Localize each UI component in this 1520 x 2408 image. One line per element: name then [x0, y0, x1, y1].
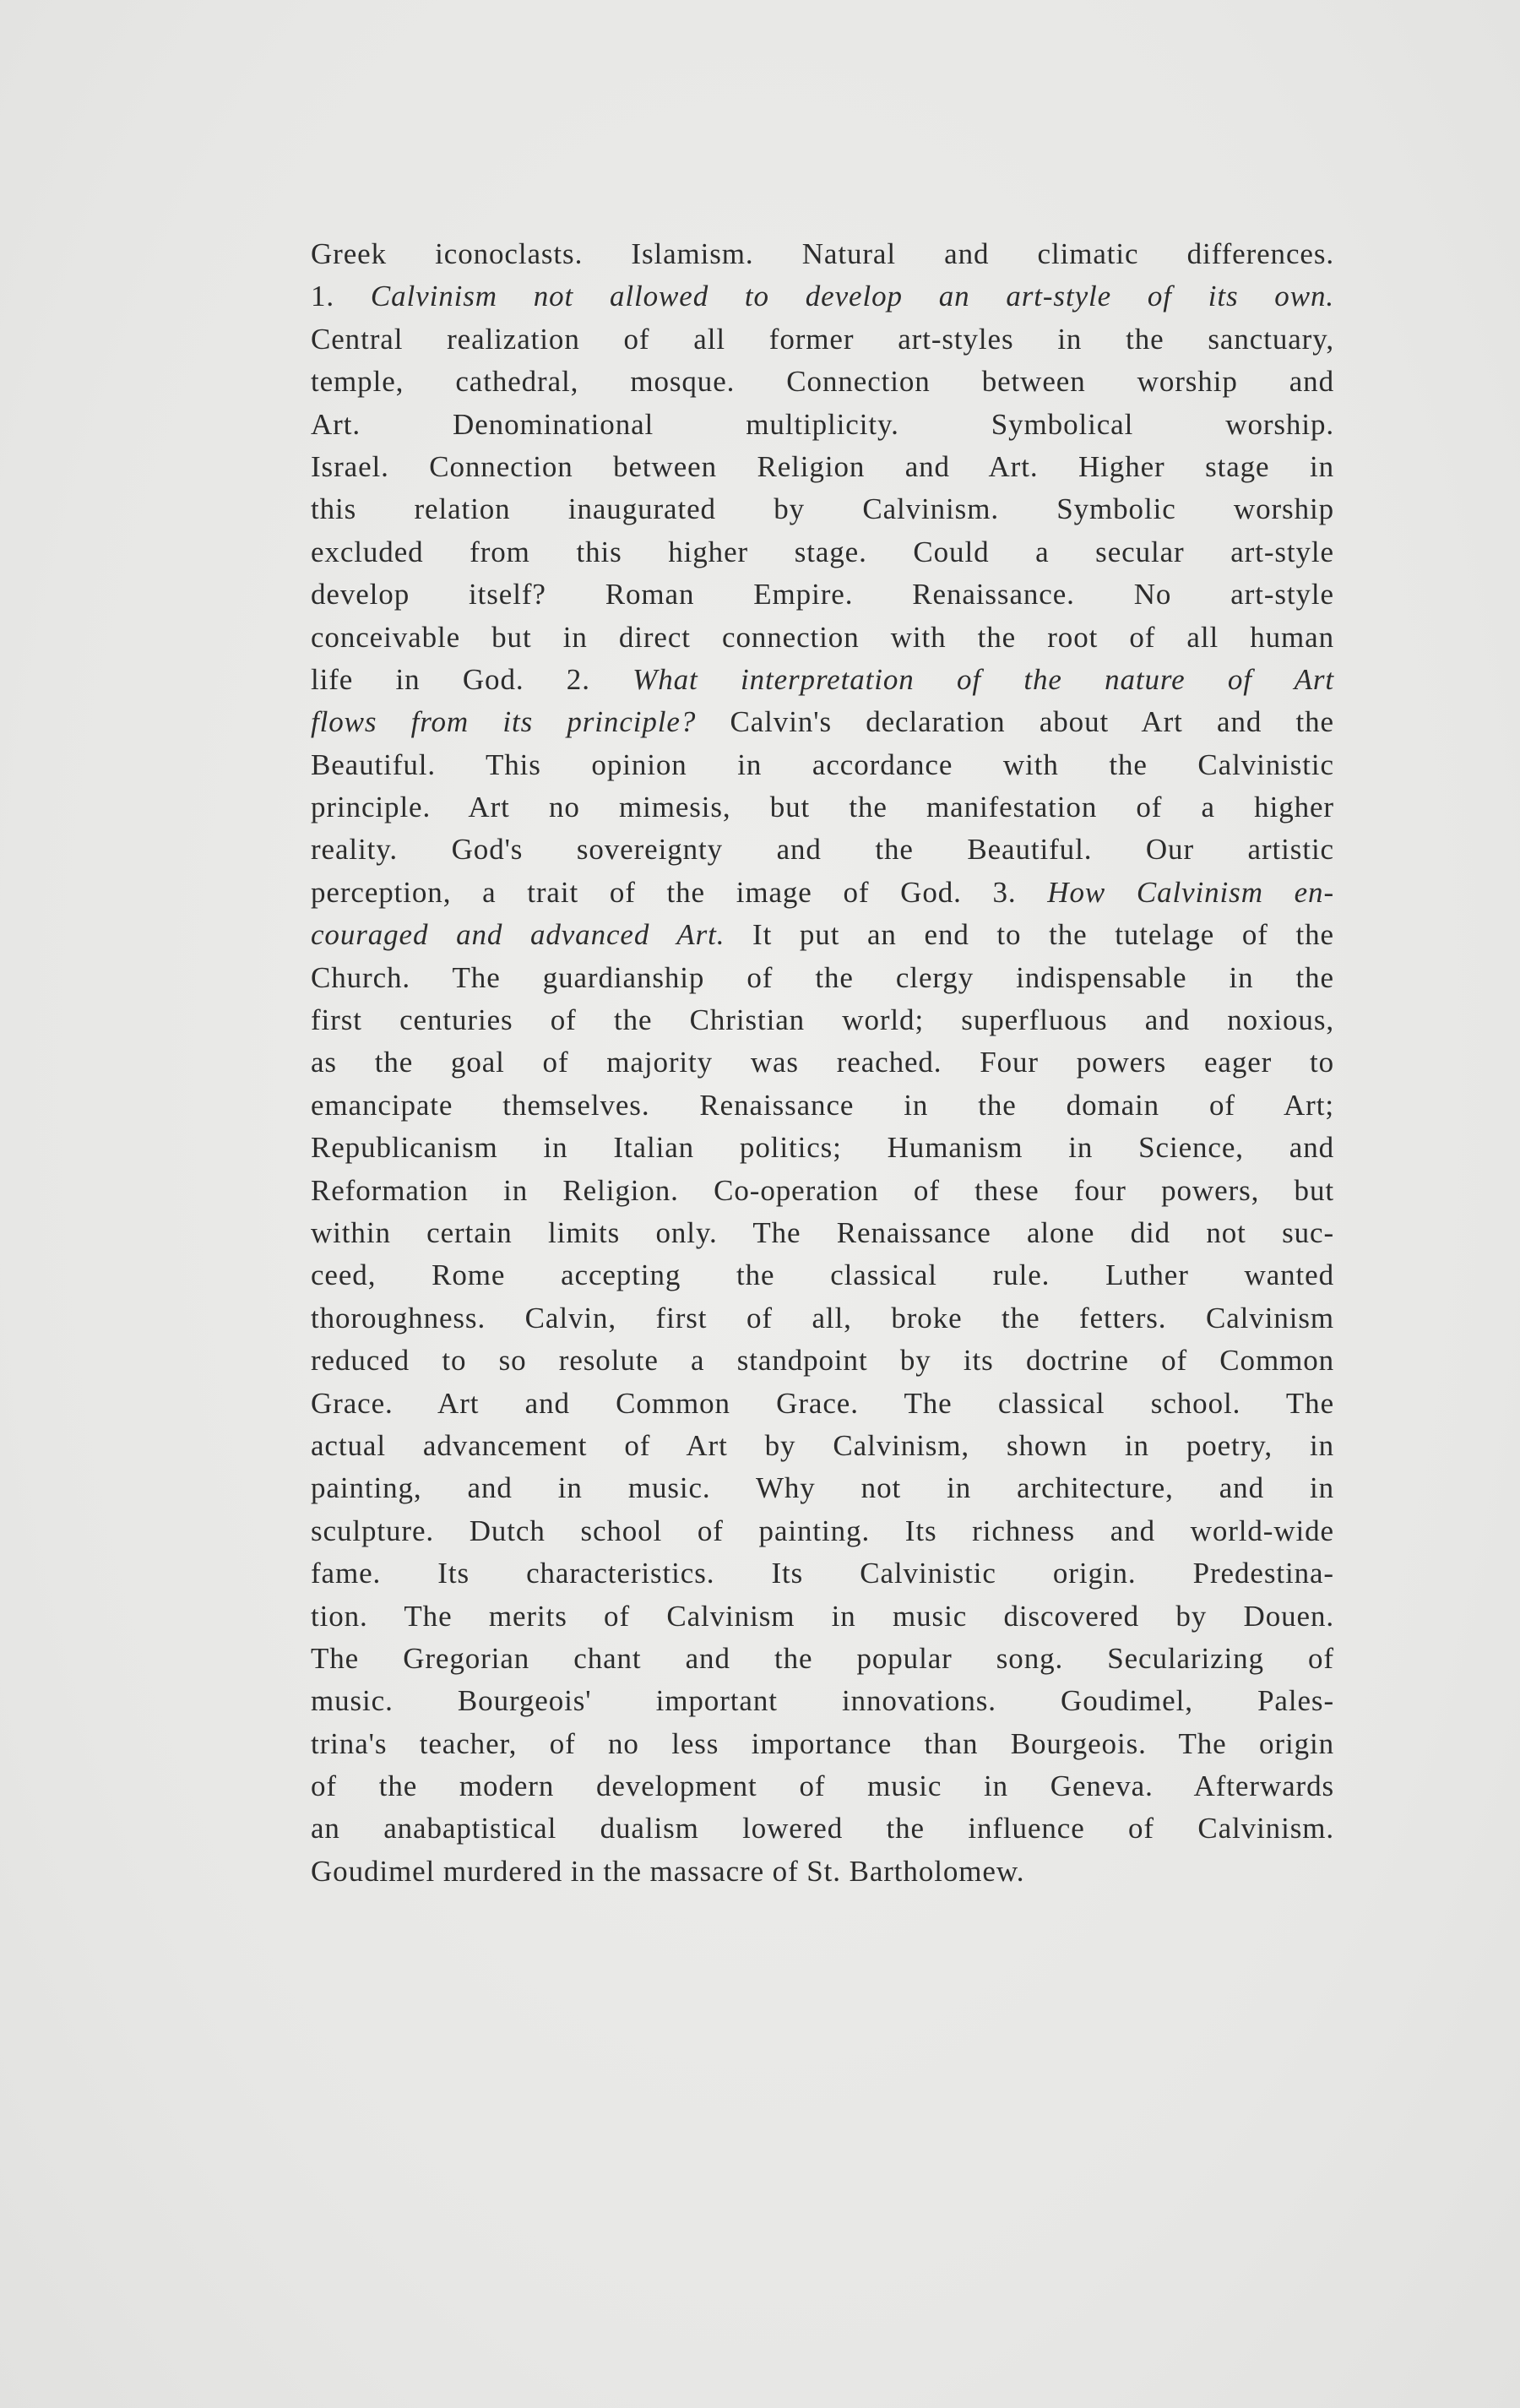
text-line: Republicanism in Italian politics; Humanism in Science, and — [311, 1131, 1334, 1165]
text-line: The Gregorian chant and the popular song. Secularizing of — [311, 1641, 1334, 1675]
text-line: conceivable but in direct connection with the root of all human — [311, 620, 1334, 654]
text-line: ceed, Rome accepting the classical rule. Luther wanted — [311, 1258, 1334, 1292]
text-line: tion. The merits of Calvinism in music discovered by Douen. — [311, 1599, 1334, 1633]
text-line: principle. Art no mimesis, but the manifestation of a higher — [311, 791, 1334, 824]
italic-phrase: What interpretation of the nature of Art — [632, 662, 1334, 696]
italic-phrase: How Calvinism en- — [1047, 875, 1334, 909]
italic-phrase: flows from its principle? — [311, 705, 697, 739]
text-line: reduced to so resolute a standpoint by its doctrine of Common — [311, 1344, 1334, 1378]
text-line: an anabaptistical dualism lowered the influence of Calvinism. — [311, 1812, 1334, 1845]
body-text — [311, 233, 1334, 1893]
text-line: of the modern development of music in Geneva. Afterwards — [311, 1769, 1334, 1803]
text-line: first centuries of the Christian world; superfluous and noxious, — [311, 1003, 1334, 1037]
italic-phrase: couraged and advanced Art. — [311, 918, 725, 952]
text-line — [311, 659, 1334, 701]
text-line: Art. Denominational multiplicity. Symbolical worship. — [311, 407, 1334, 441]
text-segment: life in God. 2. — [311, 662, 633, 696]
text-line: as the goal of majority was reached. Four powers eager to — [311, 1046, 1334, 1079]
text-line: this relation inaugurated by Calvinism. Symbolic worship — [311, 492, 1334, 526]
italic-phrase: Calvinism not allowed to develop an art-style of its own. — [370, 280, 1334, 313]
text-line: fame. Its characteristics. Its Calvinistic origin. Predestina- — [311, 1557, 1334, 1590]
text-line: Greek iconoclasts. Islamism. Natural and climatic differences. — [311, 237, 1334, 270]
text-line: Reformation in Religion. Co-operation of these four powers, but — [311, 1173, 1334, 1207]
text-segment: It put an end to the tutelage of the — [725, 918, 1334, 952]
text-line: Grace. Art and Common Grace. The classical school. The — [311, 1386, 1334, 1420]
text-line: within certain limits only. The Renaissance alone did not suc- — [311, 1215, 1334, 1249]
text-line: emancipate themselves. Renaissance in the domain of Art; — [311, 1088, 1334, 1122]
text-line: thoroughness. Calvin, first of all, broke the fetters. Calvinism — [311, 1301, 1334, 1334]
text-line: Israel. Connection between Religion and Art. Higher stage in — [311, 449, 1334, 483]
text-line: excluded from this higher stage. Could a secular art-style — [311, 535, 1334, 568]
text-line: Goudimel murdered in the massacre of St. Bartholomew. — [311, 1854, 1025, 1888]
text-line: develop itself? Roman Empire. Renaissance. No art-style — [311, 578, 1334, 612]
text-line: painting, and in music. Why not in architecture, and in — [311, 1471, 1334, 1505]
text-segment: perception, a trait of the image of God. 3. — [311, 875, 1048, 909]
text-line: temple, cathedral, mosque. Connection between worship and — [311, 365, 1334, 399]
text-segment: 1. — [311, 280, 371, 313]
text-line: trina's teacher, of no less importance than Bourgeois. The origin — [311, 1726, 1334, 1760]
text-line: sculpture. Dutch school of painting. Its richness and world-wide — [311, 1514, 1334, 1547]
text-line: actual advancement of Art by Calvinism, shown in poetry, in — [311, 1428, 1334, 1462]
text-segment: Calvin's declaration about Art and the — [696, 705, 1334, 739]
text-line — [311, 275, 1334, 318]
text-line: Central realization of all former art-styles in the sanctuary, — [311, 322, 1334, 356]
text-line: Church. The guardianship of the clergy indispensable in the — [311, 960, 1334, 994]
text-line — [311, 872, 1334, 914]
text-line: Beautiful. This opinion in accordance with the Calvinistic — [311, 747, 1334, 781]
text-line — [311, 701, 1334, 743]
text-line: music. Bourgeois' important innovations. Goudimel, Pales- — [311, 1684, 1334, 1718]
text-line: reality. God's sovereignty and the Beautiful. Our artistic — [311, 833, 1334, 867]
text-line — [311, 914, 1334, 956]
